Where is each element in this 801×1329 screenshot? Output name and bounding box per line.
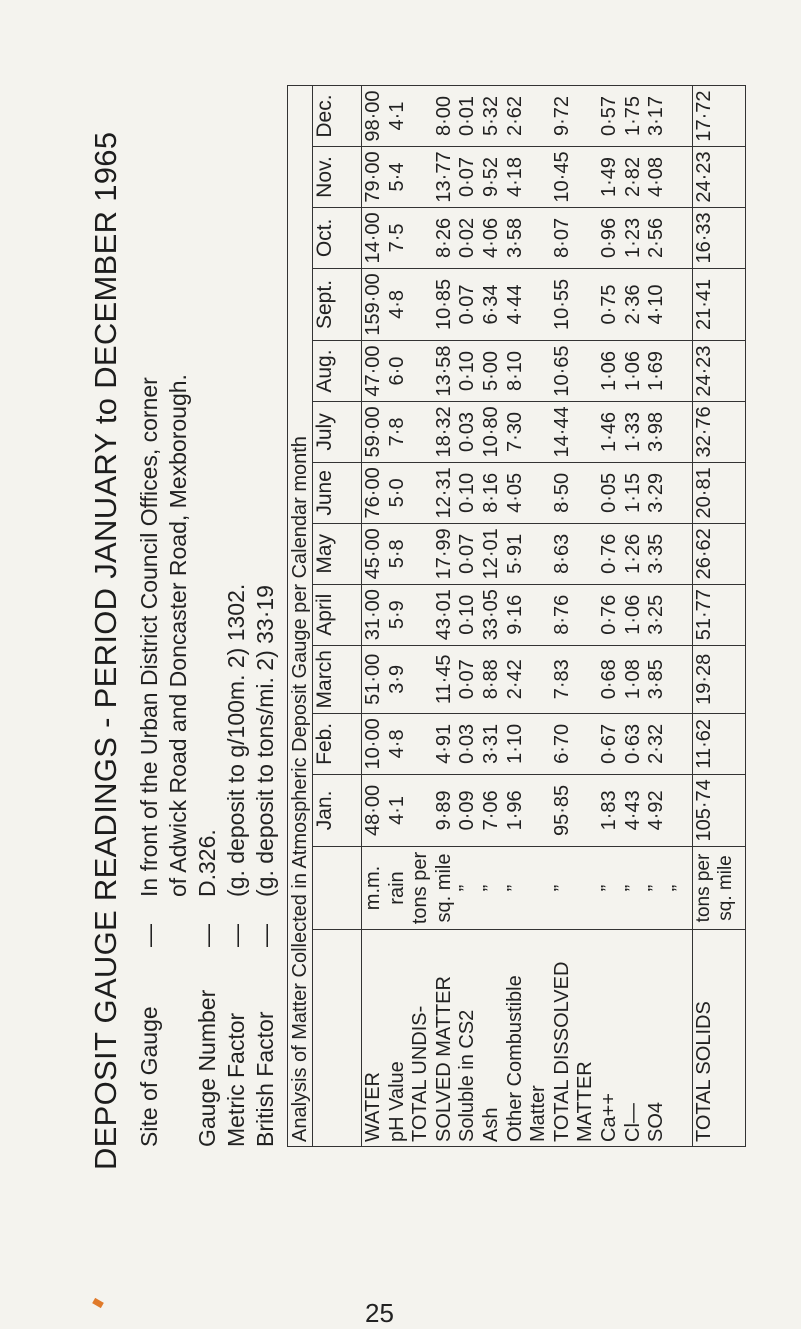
cell-ash: 6·34 (479, 284, 502, 325)
cell-comb: 1·96 (503, 790, 526, 831)
cell-cs2: 0·10 (456, 594, 479, 635)
cell-cs2: 0·03 (456, 411, 479, 452)
info-value: of Adwick Road and Doncaster Road, Mexborough. (165, 374, 191, 897)
spacer (527, 151, 551, 203)
label-undissolved-1: TOTAL UNDIS- (409, 1005, 432, 1142)
cell-cs2: 0·02 (456, 217, 479, 258)
cell-comb: 3·58 (503, 217, 526, 258)
cell-undis: 43·01 (432, 589, 455, 641)
cell-comb: 9·16 (503, 594, 526, 635)
month-header: July (313, 401, 362, 462)
cell-ash: 8·88 (479, 659, 502, 700)
cell-total: 26·62 (693, 523, 746, 584)
info-label: Site of Gauge (136, 1006, 162, 1147)
spacer (574, 273, 598, 336)
cell-comb: 5·91 (503, 533, 526, 574)
info-row (135, 374, 164, 1147)
cell-ca: 0·67 (597, 723, 620, 764)
month-column (362, 774, 693, 846)
cell-undis: 13·77 (432, 151, 455, 203)
info-dash: — (136, 924, 162, 947)
cell-water: 47·00 (362, 345, 384, 397)
info-dash: — (252, 924, 278, 947)
caption-row (288, 86, 313, 1147)
cell-ca: 1·06 (597, 351, 620, 392)
month-header: Sept. (313, 268, 362, 340)
label-undissolved-2: SOLVED MATTER (432, 976, 455, 1142)
spacer (409, 528, 433, 580)
cell-ash: 9·52 (479, 156, 502, 198)
cell-ph: 4·8 (385, 290, 408, 319)
month-column (362, 523, 693, 584)
unit-ditto: ” (645, 884, 668, 892)
cell-cs2: 0·03 (456, 723, 479, 764)
month-column (362, 207, 693, 268)
cell-diss: 8·76 (550, 594, 573, 635)
total-solids-row (693, 86, 746, 1147)
month-column (362, 341, 693, 402)
label-combustible-1: Other Combustible (503, 975, 526, 1142)
unit-ditto: ” (550, 884, 573, 892)
spacer (574, 406, 598, 458)
spacer (527, 406, 551, 458)
cell-diss: 8·50 (550, 472, 573, 513)
info-value: (g. deposit to tons/mi. 2) 33·19 (252, 585, 278, 897)
cell-diss: 10·45 (550, 151, 573, 203)
cell-comb: 1·10 (503, 723, 526, 764)
cell-cs2: 0·10 (456, 472, 479, 513)
cell-cl: 1·06 (621, 594, 644, 635)
cell-cl: 1·06 (621, 351, 644, 392)
cell-cs2: 0·07 (456, 659, 479, 700)
row-labels (362, 930, 693, 1147)
cell-total: 20·81 (693, 462, 746, 523)
cell-ph: 3·9 (385, 664, 408, 694)
spacer (409, 212, 433, 264)
cell-cl: 2·36 (621, 284, 644, 325)
spacer (527, 528, 551, 580)
info-value: D.326. (194, 829, 220, 897)
cell-cs2: 0·01 (456, 96, 479, 137)
label-ph: pH Value (385, 1061, 408, 1142)
spacer (409, 650, 433, 709)
cell-water: 48·00 (362, 784, 384, 836)
cell-ash: 7·06 (479, 790, 502, 831)
cell-cl: 1·33 (621, 411, 644, 452)
info-row (222, 374, 251, 1147)
spacer (527, 779, 551, 842)
cell-diss: 10·55 (550, 278, 573, 331)
cell-cl: 1·15 (621, 472, 644, 513)
unit-total-1: tons per (693, 853, 715, 923)
cell-ash: 33·05 (479, 589, 502, 641)
cell-ca: 0·05 (597, 472, 620, 513)
info-label: British Factor (252, 1011, 278, 1147)
month-header: Nov. (313, 147, 362, 208)
unit-sq-mile: sq. mile (432, 853, 455, 923)
cell-total: 24·23 (693, 147, 746, 208)
cell-comb: 4·18 (503, 156, 526, 198)
cell-diss: 7·83 (550, 659, 573, 700)
cell-water: 159·00 (362, 273, 384, 336)
deposit-table (287, 85, 746, 1147)
cell-cl: 0·63 (621, 723, 644, 764)
unit-total (693, 847, 746, 930)
cell-water: 51·00 (362, 653, 384, 705)
cell-ash: 10·80 (479, 406, 502, 458)
spacer (527, 718, 551, 770)
spacer (409, 718, 433, 770)
month-column (362, 86, 693, 147)
info-dash: — (194, 924, 220, 947)
cell-undis: 10·85 (432, 278, 455, 331)
month-header: April (313, 584, 362, 645)
header-unit-blank (313, 847, 362, 930)
cell-so4: 3·29 (645, 472, 668, 513)
page-title: DEPOSIT GAUGE READINGS - PERIOD JANUARY to DECEMBER 1965 (88, 131, 123, 1170)
spacer (527, 589, 551, 641)
unit-water: m.m. rain (362, 865, 408, 911)
cell-cl: 2·82 (621, 156, 644, 198)
cell-diss: 95·85 (550, 784, 573, 836)
month-column (362, 401, 693, 462)
month-header: March (313, 645, 362, 713)
label-combustible-2: Matter (527, 1085, 550, 1142)
cell-cs2: 0·07 (456, 156, 479, 198)
cell-ash: 8·16 (479, 472, 502, 513)
cell-total: 105·74 (693, 774, 746, 846)
spacer (574, 345, 598, 397)
label-so4: SO4 (645, 1101, 668, 1142)
cell-so4: 4·08 (645, 156, 668, 198)
label-ca: Ca++ (597, 1093, 620, 1142)
spacer (409, 779, 433, 842)
cell-ph: 4·8 (385, 729, 408, 759)
cell-undis: 12·31 (432, 467, 455, 519)
unit-ditto: ” (456, 884, 479, 892)
row-units (362, 847, 693, 930)
info-row (251, 374, 280, 1147)
label-water: WATER (362, 1072, 384, 1142)
spacer (574, 779, 598, 842)
cell-ph: 5·8 (385, 539, 408, 569)
month-header: Jan. (313, 774, 362, 846)
cell-cs2: 0·07 (456, 533, 479, 574)
cell-total: 11·62 (693, 713, 746, 774)
info-value: (g. deposit to g/100m. 2) 1302. (223, 583, 249, 897)
spacer (409, 90, 433, 142)
month-header: June (313, 462, 362, 523)
label-cl: Cl— (621, 1103, 644, 1142)
label-total-solids: TOTAL SOLIDS (693, 930, 746, 1147)
cell-water: 45·00 (362, 528, 384, 580)
spacer (409, 151, 433, 203)
cell-ph: 4·1 (385, 795, 408, 825)
header-blank (313, 930, 362, 1147)
unit-ditto: ” (668, 884, 691, 892)
page-number: 25 (365, 1298, 394, 1328)
spacer (409, 467, 433, 519)
cell-water: 79·00 (362, 151, 384, 203)
cell-ph: 5·0 (385, 478, 408, 508)
spacer (527, 212, 551, 264)
info-label: Gauge Number (194, 989, 220, 1147)
cell-cl: 1·26 (621, 533, 644, 574)
info-row (164, 374, 193, 1147)
cell-comb: 2·62 (503, 96, 526, 137)
spacer (409, 406, 433, 458)
cell-undis: 8·00 (432, 96, 455, 137)
cell-undis: 13·58 (432, 345, 455, 397)
month-header: Aug. (313, 341, 362, 402)
label-dissolved-2: MATTER (574, 1061, 597, 1142)
cell-comb: 8·10 (503, 351, 526, 392)
spacer (574, 650, 598, 709)
cell-comb: 7·30 (503, 411, 526, 452)
cell-water: 14·00 (362, 212, 384, 264)
cell-so4: 3·98 (645, 411, 668, 452)
cell-total: 51·77 (693, 584, 746, 645)
cell-cl: 1·23 (621, 217, 644, 258)
cell-cs2: 0·10 (456, 351, 479, 392)
cell-total: 17·72 (693, 86, 746, 147)
unit-total-2: sq. mile (715, 855, 737, 921)
cell-cl: 1·08 (621, 659, 644, 700)
cell-total: 21·41 (693, 268, 746, 340)
cell-so4: 4·10 (645, 284, 668, 325)
table-body-row (362, 86, 693, 1147)
month-column (362, 645, 693, 713)
cell-cs2: 0·09 (456, 790, 479, 831)
cell-water: 59·00 (362, 406, 384, 458)
cell-diss: 9·72 (550, 96, 573, 137)
cell-total: 32·76 (693, 401, 746, 462)
cell-diss: 14·44 (550, 406, 573, 458)
spacer (409, 589, 433, 641)
spacer (409, 273, 433, 336)
spacer (527, 467, 551, 519)
cell-ash: 12·01 (479, 528, 502, 580)
spacer (574, 528, 598, 580)
cell-diss: 10·65 (550, 345, 573, 397)
cell-ca: 0·76 (597, 594, 620, 635)
cell-ca: 1·49 (597, 156, 620, 198)
month-column (362, 584, 693, 645)
cell-ash: 5·32 (479, 96, 502, 137)
unit-ditto: ” (621, 884, 644, 892)
cell-ca: 1·83 (597, 790, 620, 831)
month-header: Feb. (313, 713, 362, 774)
spacer (574, 467, 598, 519)
cell-undis: 17·99 (432, 528, 455, 580)
cell-ph: 7·5 (385, 223, 408, 253)
label-cs2: Soluble in CS2 (456, 1009, 479, 1142)
cell-cs2: 0·07 (456, 284, 479, 325)
cell-ca: 0·76 (597, 533, 620, 574)
cell-so4: 2·32 (645, 723, 668, 764)
month-column (362, 462, 693, 523)
unit-tons: tons per (409, 851, 432, 925)
cell-so4: 3·35 (645, 533, 668, 574)
cell-ca: 0·96 (597, 217, 620, 258)
cell-ph: 6·0 (385, 356, 408, 386)
cell-so4: 4·92 (645, 790, 668, 831)
label-dissolved-1: TOTAL DISSOLVED (550, 961, 573, 1142)
cell-comb: 4·05 (503, 472, 526, 513)
cell-ph: 7·8 (385, 417, 408, 447)
unit-ditto: ” (479, 884, 502, 892)
spacer (574, 589, 598, 641)
month-header-row (313, 86, 362, 1147)
cell-water: 10·00 (362, 718, 384, 770)
info-label (164, 947, 193, 1147)
cell-cl: 4·43 (621, 790, 644, 831)
cell-water: 98·00 (362, 90, 384, 142)
info-label: Metric Factor (223, 1012, 249, 1147)
cell-undis: 18·32 (432, 406, 455, 458)
spacer (409, 345, 433, 397)
cell-ph: 5·4 (385, 162, 408, 192)
cell-undis: 4·91 (432, 723, 455, 764)
month-column (362, 147, 693, 208)
cell-undis: 9·89 (432, 790, 455, 831)
cell-diss: 8·07 (550, 217, 573, 258)
cell-water: 76·00 (362, 467, 384, 519)
cell-so4: 3·25 (645, 594, 668, 635)
spacer (574, 151, 598, 203)
cell-total: 24·23 (693, 341, 746, 402)
cell-ph: 4·1 (385, 101, 408, 131)
month-header: Dec. (313, 86, 362, 147)
info-dash: — (223, 924, 249, 947)
cell-ash: 4·06 (479, 217, 502, 258)
spacer (527, 345, 551, 397)
month-column (362, 268, 693, 340)
cell-undis: 8·26 (432, 217, 455, 258)
spacer (527, 273, 551, 336)
cell-so4: 3·17 (645, 96, 668, 137)
cell-comb: 2·42 (503, 659, 526, 700)
cell-ash: 3·31 (479, 723, 502, 764)
cell-water: 31·00 (362, 589, 384, 641)
month-column (362, 713, 693, 774)
info-value: In front of the Urban District Council Offices, corner (136, 377, 162, 897)
spacer (574, 212, 598, 264)
cell-undis: 11·45 (432, 654, 455, 705)
cell-comb: 4·44 (503, 284, 526, 325)
cell-total: 16·33 (693, 207, 746, 268)
cell-cl: 1·75 (621, 96, 644, 137)
spacer (574, 718, 598, 770)
cell-ca: 0·57 (597, 96, 620, 137)
cell-so4: 3·85 (645, 659, 668, 700)
spacer (574, 90, 598, 142)
cell-total: 19·28 (693, 645, 746, 713)
spacer (527, 650, 551, 709)
gauge-info (135, 374, 280, 1147)
label-ash: Ash (479, 1107, 502, 1142)
info-dash (164, 897, 193, 947)
cell-so4: 1·69 (645, 351, 668, 392)
info-row (193, 374, 222, 1147)
cell-ca: 0·75 (597, 284, 620, 325)
month-header: May (313, 523, 362, 584)
cell-ash: 5·00 (479, 351, 502, 392)
unit-ditto: ” (597, 884, 620, 892)
spacer (527, 90, 551, 142)
cell-ca: 1·46 (597, 411, 620, 452)
month-header: Oct. (313, 207, 362, 268)
cell-ph: 5·9 (385, 600, 408, 630)
table-caption: Analysis of Matter Collected in Atmospheric Deposit Gauge per Calendar month (288, 86, 313, 1147)
cell-diss: 6·70 (550, 723, 573, 764)
cell-ca: 0·68 (597, 659, 620, 700)
unit-ditto: ” (503, 884, 526, 892)
cell-so4: 2·56 (645, 217, 668, 258)
cell-diss: 8·63 (550, 533, 573, 574)
